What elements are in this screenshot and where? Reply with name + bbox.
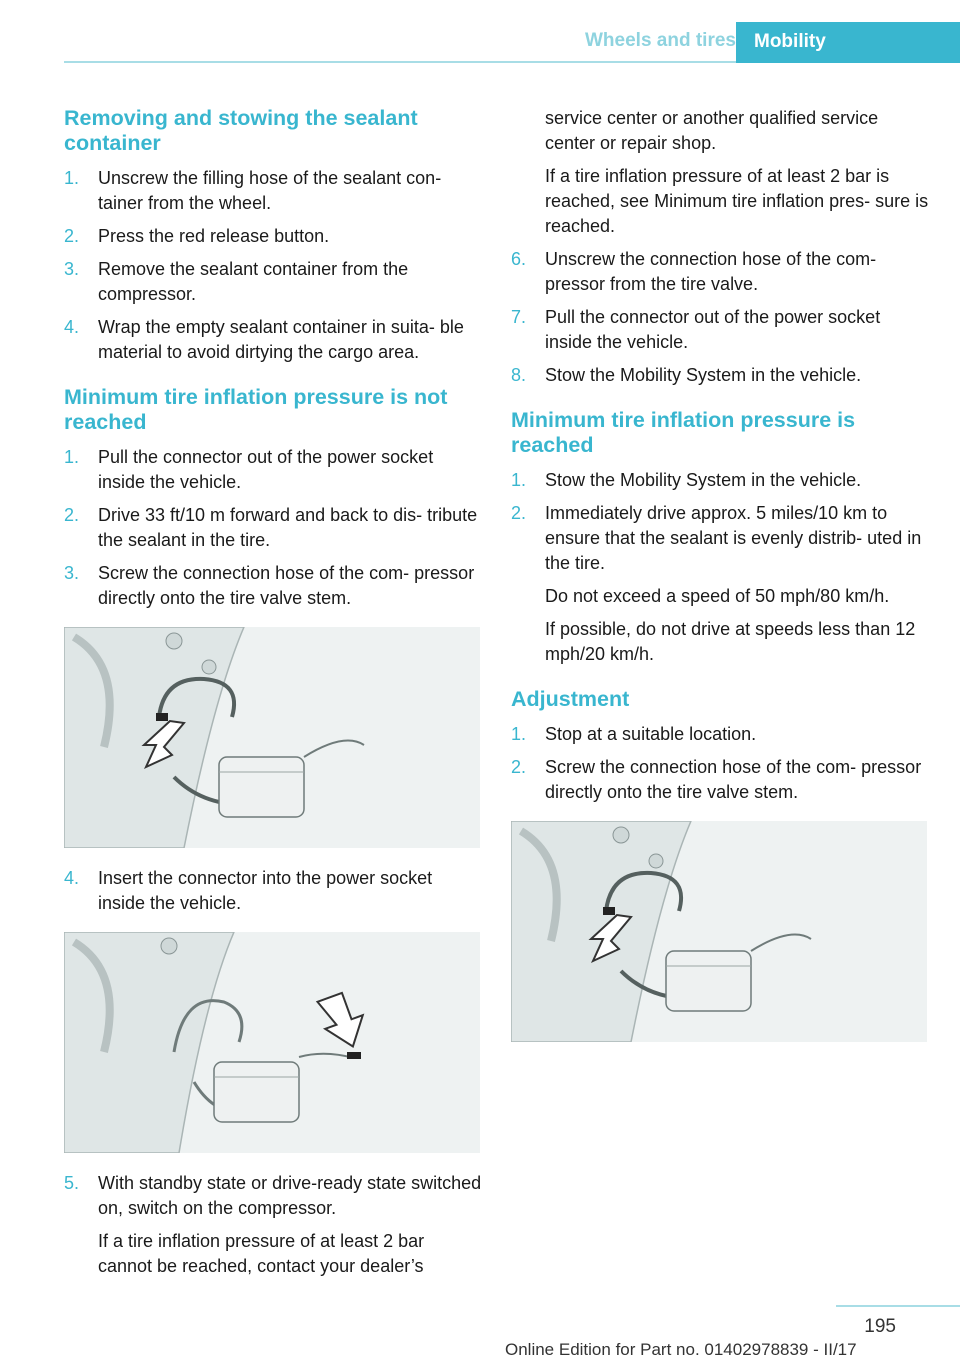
list-item: 1. Stop at a suitable location.	[511, 724, 757, 744]
list-item: 6. Unscrew the connection hose of the com‐ pressor from the tire valve.	[511, 249, 877, 294]
heading-removing-sealant: Removing and stowing the sealant container	[64, 106, 418, 155]
speed-note-2: If possible, do not drive at speeds less than 12 mph/20 km/h.	[545, 619, 916, 664]
continued-text-2: If a tire inflation pressure of at least 2 bar is reached, see Minimum tire inflation pres‐ sure is reached.	[545, 166, 929, 236]
list-item: 2. Press the red release button.	[64, 226, 330, 246]
list-item: 4. Insert the connector into the power socket inside the vehicle.	[64, 868, 433, 913]
list-item: 3. Remove the sealant container from the compressor.	[64, 259, 409, 304]
continued-text: service center or another qualified service center or repair shop.	[545, 108, 879, 153]
steps-pressure-reached	[511, 468, 929, 576]
header-chapter-tab: Mobility	[736, 22, 960, 63]
heading-pressure-reached: Minimum tire inflation pressure is reached	[511, 408, 856, 457]
list-item: 7. Pull the connector out of the power socket inside the vehicle.	[511, 307, 881, 352]
list-item: 5. With standby state or drive-ready state switched on, switch on the compressor.	[64, 1173, 482, 1218]
heading-adjustment: Adjustment	[511, 687, 630, 711]
edition-footer: Online Edition for Part no. 01402978839 - II/17	[505, 1340, 857, 1359]
left-column	[64, 106, 482, 1287]
list-item: 1. Stow the Mobility System in the vehicle.	[511, 470, 862, 490]
list-item: 1. Unscrew the filling hose of the sealant con‐ tainer from the wheel.	[64, 168, 442, 213]
heading-pressure-not-reached: Minimum tire inflation pressure is not reached	[64, 385, 448, 434]
step-5-note: If a tire inflation pressure of at least 2 bar cannot be reached, contact your dealer’s	[98, 1231, 425, 1276]
right-column	[511, 106, 929, 1060]
illustration-hose-on-valve-2	[511, 821, 927, 1042]
steps-6-8	[511, 247, 929, 388]
list-item: 2. Immediately drive approx. 5 miles/10 km to ensure that the sealant is evenly distrib‐ uted in the tire.	[511, 503, 922, 573]
list-item: 2. Drive 33 ft/10 m forward and back to dis‐ tribute the sealant in the tire.	[64, 505, 478, 550]
list-item: 2. Screw the connection hose of the com‐ pressor directly onto the tire valve stem.	[511, 757, 922, 802]
header-section-title: Wheels and tires	[585, 30, 736, 51]
steps-removing-sealant	[64, 166, 482, 365]
step-5	[64, 1171, 482, 1221]
list-item: 4. Wrap the empty sealant container in suita‐ ble material to avoid dirtying the cargo area.	[64, 317, 464, 362]
illustration-connector-socket	[64, 932, 480, 1153]
illustration-hose-on-valve	[64, 627, 480, 848]
steps-adjustment	[511, 722, 929, 805]
list-item: 3. Screw the connection hose of the com‐ pressor directly onto the tire valve stem.	[64, 563, 475, 608]
footer-rule	[836, 1305, 960, 1307]
page-number: 195	[864, 1316, 896, 1337]
list-item: 1. Pull the connector out of the power socket inside the vehicle.	[64, 447, 434, 492]
steps-pressure-not-reached	[64, 445, 482, 611]
list-item: 8. Stow the Mobility System in the vehicle.	[511, 365, 862, 385]
speed-note: Do not exceed a speed of 50 mph/80 km/h.	[545, 586, 890, 606]
step-4	[64, 866, 482, 916]
